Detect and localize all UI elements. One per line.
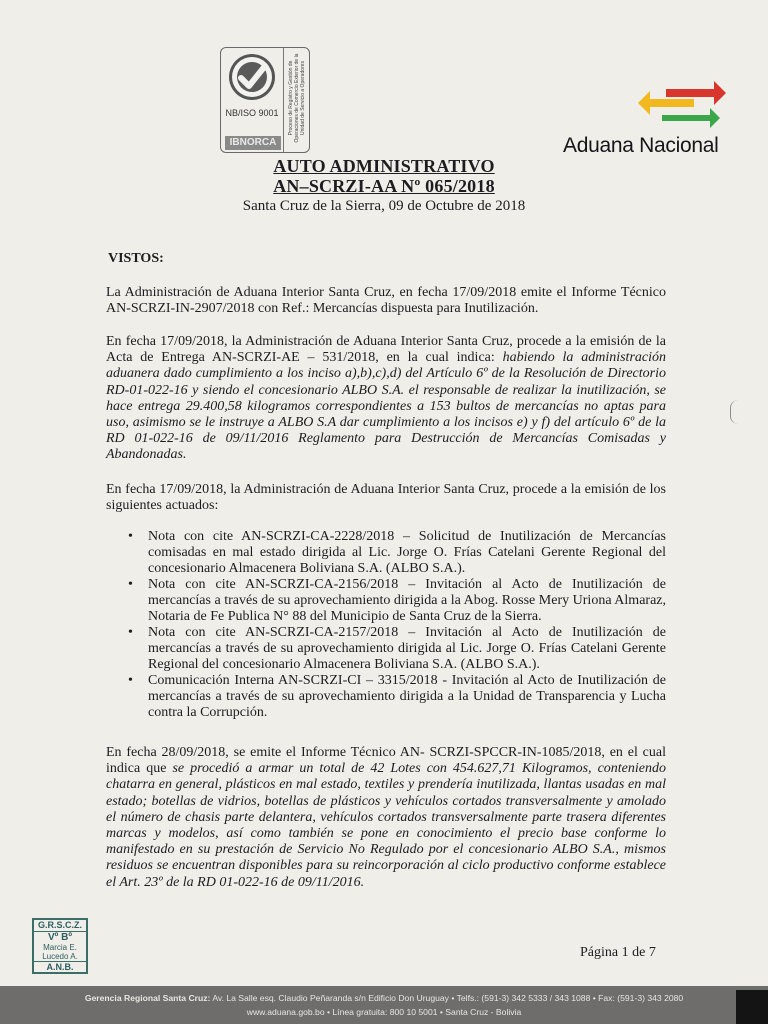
list-item xyxy=(126,625,666,673)
brand-name: Aduana Nacional xyxy=(563,134,719,157)
certification-scope-text: Proceso de Registro y Gestión de Operaciones de Comercio Exterior de la Unidad de Servicio a Operadores xyxy=(288,53,306,143)
title-block xyxy=(0,156,768,215)
paragraph-4-italic: se procedió a armar un total de 42 Lotes con 454.627,71 Kilogramos, conteniendo chatarra en general, plásticos en mal estado, textiles y prendería inutilizada, llantas usadas en mal estado; botellas de vidrios, botellas de plásticos y vehículos cortados transversalmente y amolado el número de chasis parte delantera, vehículos cortados transversalmente parte trasera diferentes marcas y modelos, así como también se pone en conocimiento el precio base conforme lo manifestado en su prestación de Servicio No Regulado por el concesionario ALBO S.A., mismos residuos se encuentran disponibles para su reincorporación al ciclo productivo conforme establece el Art. 23º de la RD 01-022-16 de 09/11/2016. xyxy=(106,761,666,890)
certification-side xyxy=(283,48,310,152)
certification-badge xyxy=(221,48,283,152)
checkmark-icon xyxy=(229,54,275,100)
list-item xyxy=(126,673,666,721)
paragraph-2-italic: habiendo la administración aduanera dado cumplimiento a los inciso a),b),c),d) del Artículo 6º de la Resolución de Directorio RD-01-022-16 y siendo el concesionario ALBO S.A. el responsable de realizar la inutilización, se hace entrega 29.400,58 kilogramos correspondientes a 153 bultos de mercancías no aptas para uso, asimismo se le instruye a ALBO S.A dar cumplimiento a los incisos e) y f) del artículo 6º de la RD 01-022-16 de 09/11/2016 Reglamento para Destrucción de Mercancías Comisadas y Abandonadas. xyxy=(106,350,667,463)
approval-stamp xyxy=(32,918,88,974)
paragraph-1: La Administración de Aduana Interior Santa Cruz, en fecha 17/09/2018 emite el Informe Técnico AN-SCRZI-IN-2907/2018 con Ref.: Mercancías dispuesta para Inutilización. xyxy=(106,285,666,317)
certification-norm: NB/ISO 9001 xyxy=(225,108,279,118)
stamp-agency: A.N.B. xyxy=(34,961,86,973)
certification-logo xyxy=(220,47,310,153)
paragraph-2 xyxy=(106,334,666,464)
bullet-icon: • xyxy=(128,529,133,544)
footer-address xyxy=(0,993,768,1003)
stamp-name-2: Lucedo A. xyxy=(42,952,78,961)
list-item-text: Nota con cite AN-SCRZI-CA-2156/2018 – Invitación al Acto de Inutilización de mercancías a través de su aprovechamiento dirigida a la Abog. Rosse Mery Uriona Almaraz, Notaria de Fe Publica N° 88 del Municipio de Santa Cruz de la Sierra. xyxy=(148,577,666,624)
certification-org: IBNORCA xyxy=(225,136,281,150)
document-number: AN–SCRZI-AA Nº 065/2018 xyxy=(273,176,495,196)
footer-office: Gerencia Regional Santa Cruz: xyxy=(84,993,211,1003)
scan-corner xyxy=(736,990,768,1024)
list-item-text: Comunicación Interna AN-SCRZI-CI – 3315/2018 - Invitación al Acto de Inutilización de mercancías a través de su aprovechamiento dirigida a la Unidad de Transparencia y Lucha contra la Corrupción. xyxy=(148,673,666,720)
footer-contact: www.aduana.gob.bo • Línea gratuita: 800 10 5001 • Santa Cruz - Bolivia xyxy=(246,1007,522,1017)
bullet-icon: • xyxy=(128,625,133,640)
paragraph-2-text: En fecha 17/09/2018, la Administración de Aduana Interior Santa Cruz, procede a la emisión de la Acta de Entrega AN-SCRZI-AE – 531/2018, en la cual indica: xyxy=(106,334,666,366)
footer-address-text: Av. La Salle esq. Claudio Peñaranda s/n Edificio Don Uruguay • Telfs.: (591-3) 342 5333 / 343 1088 • Fax: (591-3) 343 2080 xyxy=(210,993,684,1003)
stamp-vobo: Vº Bº xyxy=(48,932,72,943)
aduana-arrows-icon xyxy=(636,75,726,133)
paragraph-3: En fecha 17/09/2018, la Administración de Aduana Interior Santa Cruz, procede a la emisión de los siguientes actuados: xyxy=(106,482,666,514)
place-date: Santa Cruz de la Sierra, 09 de Octubre de 2018 xyxy=(242,198,526,214)
bullet-icon: • xyxy=(128,577,133,592)
section-heading-vistos: VISTOS: xyxy=(108,251,164,266)
footer-bar xyxy=(0,986,768,1024)
paragraph-4 xyxy=(106,745,666,891)
bullet-icon: • xyxy=(128,673,133,688)
paragraph-4-text: En fecha 28/09/2018, se emite el Informe Técnico AN- SCRZI-SPCCR-IN-1085/2018, en el cual indica que xyxy=(106,745,666,777)
list-item xyxy=(126,577,666,625)
page-number: Página 1 de 7 xyxy=(580,945,656,960)
list-item-text: Nota con cite AN-SCRZI-CA-2228/2018 – Solicitud de Inutilización de Mercancías comisadas en mal estado dirigida al Lic. Jorge O. Frías Catelani Gerente Regional del concesionario Almacenera Boliviana S.A. (ALBO S.A.). xyxy=(148,529,666,576)
list-item-text: Nota con cite AN-SCRZI-CA-2157/2018 – Invitación al Acto de Inutilización de mercancías a través de su aprovechamiento dirigida al Lic. Jorge O. Frías Catelani Gerente Regional del concesionario Almacenera Boliviana S.A. (ALBO S.A.). xyxy=(148,625,666,672)
stamp-name-1: Marcia E. xyxy=(43,943,77,952)
stamp-office: G.R.S.C.Z. xyxy=(34,920,86,932)
margin-mark xyxy=(730,400,739,424)
document-title: AUTO ADMINISTRATIVO xyxy=(273,156,495,176)
actuados-list xyxy=(126,529,666,721)
list-item xyxy=(126,529,666,577)
